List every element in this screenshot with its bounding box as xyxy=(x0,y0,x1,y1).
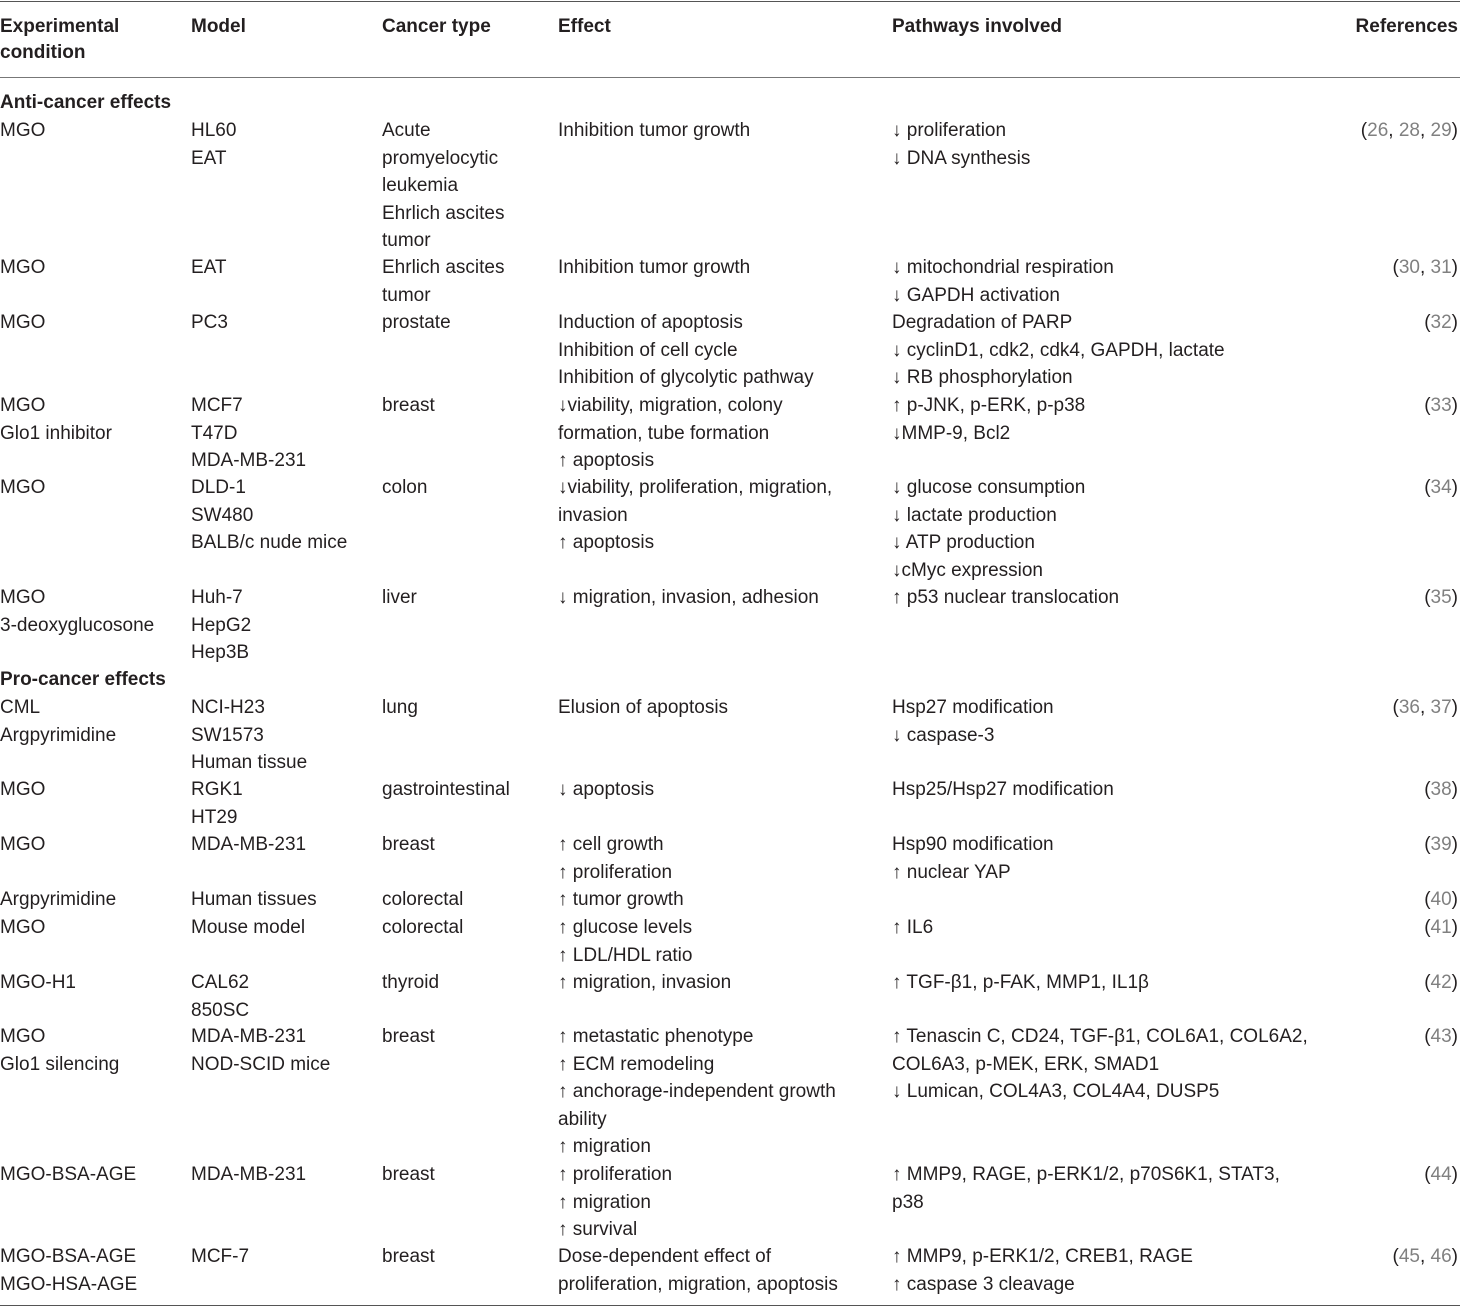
cell-effect: ↓viability, migration, colony formation, tube formation ↑ apoptosis xyxy=(558,395,783,471)
cell-condition: MGO Glo1 silencing xyxy=(0,1026,120,1075)
cell-condition: MGO-BSA-AGE MGO-HSA-AGE xyxy=(0,1246,138,1295)
cell-references xyxy=(1393,254,1459,282)
cell-effect: ↑ cell growth ↑ proliferation xyxy=(558,834,673,883)
reference-separator: ( xyxy=(1424,889,1431,910)
cell-effect: ↓ apoptosis xyxy=(558,779,655,800)
reference-separator: ( xyxy=(1424,834,1431,855)
cell-cancer-type: colon xyxy=(382,477,428,498)
cell-condition: MGO xyxy=(0,779,46,800)
cell-effect: ↑ migration, invasion xyxy=(558,972,732,993)
reference-number: 41 xyxy=(1430,917,1452,938)
reference-separator: , xyxy=(1419,697,1426,718)
cell-references xyxy=(1424,831,1458,859)
cell-pathways: Hsp90 modification ↑ nuclear YAP xyxy=(892,834,1054,883)
cell-pathways: Degradation of PARP ↓ cyclinD1, cdk2, cdk4, GAPDH, lactate ↓ RB phosphorylation xyxy=(892,312,1225,388)
reference-separator: ) xyxy=(1451,477,1458,498)
table-bottom-rule xyxy=(0,1305,1460,1306)
cell-references xyxy=(1424,1161,1458,1189)
cell-condition: MGO xyxy=(0,917,46,938)
cell-effect: ↑ glucose levels ↑ LDL/HDL ratio xyxy=(558,917,693,966)
reference-separator: ( xyxy=(1424,395,1431,416)
cell-pathways: ↑ IL6 xyxy=(892,917,934,938)
cell-condition: MGO xyxy=(0,257,46,278)
cell-cancer-type: breast xyxy=(382,1026,435,1047)
reference-number: 31 xyxy=(1425,257,1452,278)
cell-pathways: ↑ MMP9, p-ERK1/2, CREB1, RAGE ↑ caspase 3 cleavage xyxy=(892,1246,1193,1295)
reference-number: 34 xyxy=(1430,477,1452,498)
reference-number: 36 xyxy=(1398,697,1420,718)
cell-pathways: ↓ glucose consumption ↓ lactate production ↓ ATP production ↓cMyc expression xyxy=(892,477,1086,581)
cell-model: MCF-7 xyxy=(191,1246,250,1267)
cell-effect: ↑ tumor growth xyxy=(558,889,684,910)
cell-pathways: Hsp27 modification ↓ caspase-3 xyxy=(892,697,1054,746)
cell-condition: MGO xyxy=(0,477,46,498)
cell-effect: Dose-dependent effect of proliferation, migration, apoptosis xyxy=(558,1246,838,1295)
reference-separator: ) xyxy=(1451,120,1458,141)
reference-separator: , xyxy=(1388,120,1394,141)
reference-number: 46 xyxy=(1425,1246,1452,1267)
reference-separator: ( xyxy=(1360,120,1368,141)
cell-cancer-type: colorectal xyxy=(382,917,464,938)
cell-cancer-type: breast xyxy=(382,1164,435,1185)
reference-separator: ) xyxy=(1451,972,1458,993)
reference-number: 35 xyxy=(1430,587,1452,608)
header-references: References xyxy=(1355,16,1458,37)
cell-pathways: ↓ proliferation ↓ DNA synthesis xyxy=(892,120,1031,169)
cell-cancer-type: liver xyxy=(382,587,417,608)
reference-separator: ( xyxy=(1424,312,1431,333)
reference-separator: ( xyxy=(1392,257,1399,278)
section-title: Anti-cancer effects xyxy=(0,92,172,113)
cell-model: MDA-MB-231 NOD-SCID mice xyxy=(191,1026,331,1075)
reference-number: 42 xyxy=(1430,972,1452,993)
reference-separator: ) xyxy=(1451,1246,1458,1267)
section-title: Pro-cancer effects xyxy=(0,669,166,690)
cell-references xyxy=(1424,1023,1458,1051)
cell-cancer-type: lung xyxy=(382,697,418,718)
cell-references xyxy=(1424,969,1458,997)
reference-number: 33 xyxy=(1430,395,1452,416)
cell-model: CAL62 850SC xyxy=(191,972,250,1021)
cell-pathways: ↑ TGF-β1, p-FAK, MMP1, IL1β xyxy=(892,972,1149,993)
reference-separator: , xyxy=(1419,257,1426,278)
cell-condition: Argpyrimidine xyxy=(0,889,117,910)
cell-cancer-type: prostate xyxy=(382,312,451,333)
reference-separator: ( xyxy=(1424,1164,1431,1185)
cell-references xyxy=(1424,474,1458,502)
cell-model: Mouse model xyxy=(191,917,306,938)
reference-number: 40 xyxy=(1430,889,1452,910)
cell-references xyxy=(1424,886,1458,914)
cell-references xyxy=(1424,914,1458,942)
reference-number: 30 xyxy=(1398,257,1420,278)
cell-condition: CML Argpyrimidine xyxy=(0,697,117,746)
cell-model: PC3 xyxy=(191,312,228,333)
reference-separator: ) xyxy=(1451,312,1458,333)
cell-effect: Induction of apoptosis Inhibition of cell cycle Inhibition of glycolytic pathway xyxy=(558,312,814,388)
cell-references xyxy=(1361,117,1458,145)
reference-separator: ) xyxy=(1451,587,1458,608)
reference-number: 39 xyxy=(1430,834,1452,855)
cell-cancer-type: breast xyxy=(382,1246,435,1267)
cell-cancer-type: colorectal xyxy=(382,889,464,910)
cell-model: NCI-H23 SW1573 Human tissue xyxy=(191,697,308,773)
cell-model: RGK1 HT29 xyxy=(191,779,243,828)
cell-cancer-type: breast xyxy=(382,395,435,416)
reference-separator: , xyxy=(1419,120,1426,141)
reference-separator: ) xyxy=(1451,917,1458,938)
reference-number: 45 xyxy=(1398,1246,1420,1267)
cell-model: EAT xyxy=(191,257,227,278)
reference-separator: ( xyxy=(1424,972,1431,993)
cell-cancer-type: gastrointestinal xyxy=(382,779,510,800)
reference-number: 26 xyxy=(1367,120,1389,141)
cell-model: DLD-1 SW480 BALB/c nude mice xyxy=(191,477,348,553)
cell-pathways: Hsp25/Hsp27 modification xyxy=(892,779,1114,800)
cell-condition: MGO 3-deoxyglucosone xyxy=(0,587,155,636)
reference-number: 38 xyxy=(1430,779,1452,800)
header-model: Model xyxy=(191,16,246,37)
table-top-rule xyxy=(0,1,1460,2)
reference-number: 28 xyxy=(1393,120,1420,141)
cell-model: Human tissues xyxy=(191,889,317,910)
reference-number: 32 xyxy=(1430,312,1452,333)
cell-condition: MGO-H1 xyxy=(0,972,76,993)
cell-references xyxy=(1424,584,1458,612)
reference-separator: ) xyxy=(1451,1164,1458,1185)
cell-model: MDA-MB-231 xyxy=(191,1164,307,1185)
cell-effect: ↑ proliferation ↑ migration ↑ survival xyxy=(558,1164,673,1240)
reference-separator: ( xyxy=(1392,1246,1399,1267)
reference-separator: ( xyxy=(1424,477,1431,498)
cell-references xyxy=(1393,1243,1459,1271)
cell-effect: ↓ migration, invasion, adhesion xyxy=(558,587,819,608)
reference-separator: ) xyxy=(1451,889,1458,910)
cell-pathways: ↑ p53 nuclear translocation xyxy=(892,587,1120,608)
reference-separator: ) xyxy=(1451,1026,1458,1047)
reference-number: 44 xyxy=(1430,1164,1452,1185)
cell-pathways: ↓ mitochondrial respiration ↓ GAPDH activation xyxy=(892,257,1114,306)
cell-references xyxy=(1424,776,1458,804)
cell-cancer-type: breast xyxy=(382,834,435,855)
cell-references xyxy=(1424,392,1458,420)
reference-separator: ( xyxy=(1424,779,1431,800)
cell-model: MCF7 T47D MDA-MB-231 xyxy=(191,395,307,471)
cell-condition: MGO-BSA-AGE xyxy=(0,1164,137,1185)
header-experimental-condition: Experimental condition xyxy=(0,16,120,63)
header-rule xyxy=(0,77,1460,78)
cell-model: HL60 EAT xyxy=(191,120,237,169)
reference-number: 37 xyxy=(1425,697,1452,718)
cell-references xyxy=(1424,309,1458,337)
cell-effect: ↓viability, proliferation, migration, invasion ↑ apoptosis xyxy=(558,477,833,553)
reference-number: 43 xyxy=(1430,1026,1452,1047)
reference-separator: ( xyxy=(1424,917,1431,938)
cell-condition: MGO xyxy=(0,312,46,333)
cell-model: MDA-MB-231 xyxy=(191,834,307,855)
header-cancer-type: Cancer type xyxy=(382,16,491,37)
cell-references xyxy=(1393,694,1459,722)
cell-condition: MGO Glo1 inhibitor xyxy=(0,395,112,444)
cell-cancer-type: Acute promyelocytic leukemia Ehrlich ascites tumor xyxy=(382,120,505,251)
cell-pathways: ↑ Tenascin C, CD24, TGF-β1, COL6A1, COL6A2, COL6A3, p-MEK, ERK, SMAD1 ↓ Lumican, COL4A3, COL4A4, DUSP5 xyxy=(892,1026,1308,1102)
reference-separator: ( xyxy=(1392,697,1399,718)
cell-model: Huh-7 HepG2 Hep3B xyxy=(191,587,252,663)
reference-separator: ( xyxy=(1424,1026,1431,1047)
reference-number: 29 xyxy=(1425,120,1452,141)
reference-separator: ) xyxy=(1451,395,1458,416)
reference-separator: ) xyxy=(1451,257,1458,278)
header-pathways: Pathways involved xyxy=(892,16,1063,37)
cell-cancer-type: Ehrlich ascites tumor xyxy=(382,257,505,306)
cell-condition: MGO xyxy=(0,120,46,141)
cell-effect: Inhibition tumor growth xyxy=(558,120,751,141)
cell-effect: Inhibition tumor growth xyxy=(558,257,751,278)
header-effect: Effect xyxy=(558,16,611,37)
cell-condition: MGO xyxy=(0,834,46,855)
reference-separator: , xyxy=(1419,1246,1426,1267)
cell-cancer-type: thyroid xyxy=(382,972,440,993)
cell-effect: ↑ metastatic phenotype ↑ ECM remodeling ↑ anchorage-independent growth ability ↑ migration xyxy=(558,1026,836,1157)
cell-pathways: ↑ p-JNK, p-ERK, p-p38 ↓MMP-9, Bcl2 xyxy=(892,395,1086,444)
reference-separator: ( xyxy=(1424,587,1431,608)
cell-effect: Elusion of apoptosis xyxy=(558,697,729,718)
reference-separator: ) xyxy=(1451,697,1458,718)
reference-separator: ) xyxy=(1451,834,1458,855)
cell-pathways: ↑ MMP9, RAGE, p-ERK1/2, p70S6K1, STAT3, p38 xyxy=(892,1164,1280,1213)
reference-separator: ) xyxy=(1451,779,1458,800)
